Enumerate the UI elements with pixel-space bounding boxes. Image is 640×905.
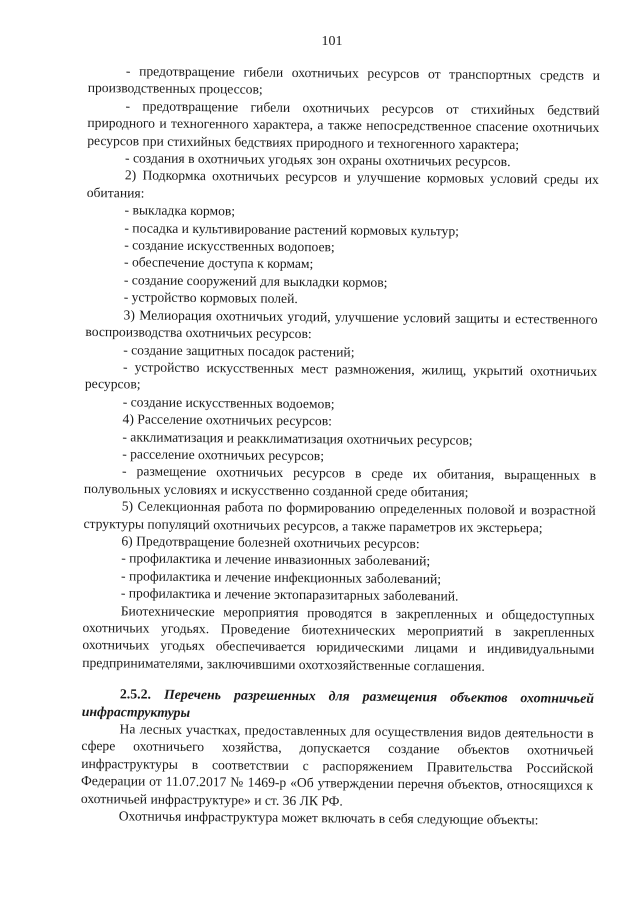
page-content: [81, 62, 600, 829]
paragraph: - устройство искусственных мест размножения, жилищ, укрытий охотничьих ресурсов;: [84, 359, 598, 392]
paragraph: - создание искусственных водоемов;: [122, 394, 335, 412]
paragraph: - создание защитных посадок растений;: [123, 341, 355, 360]
paragraph: - обеспечение доступа к кормам;: [124, 254, 314, 272]
paragraph: - создание сооружений для выкладки кормов;: [123, 272, 388, 290]
paragraph: - размещение охотничьих ресурсов в среде их обитания, выращенных в полувольных условиях и искусственно созданной среде обитания;: [83, 463, 597, 500]
paragraph-list: [82, 62, 600, 676]
paragraph: - профилактика и лечение эктопаразитарных заболеваний.: [120, 585, 459, 604]
paragraph: На лесных участках, предоставленных для осуществления видов деятельности в сфере охотничьего хозяйства, допускается создание объектов охотничьей инфраструктуры в соответствии с распоряжением Правительства Российской Федерации от 11.07.2017 № 1469-р «Об утверждении перечня объектов, относящихся к охотничьей инфраструктуре» и ст. 36 ЛК РФ.: [80, 721, 594, 809]
paragraph: 3) Мелиорация охотничьих угодий, улучшение условий защиты и естественного воспроизводства охотничьих ресурсов:: [85, 307, 598, 342]
paragraph: 2) Подкормка охотничьих ресурсов и улучшение кормовых условий среды их обитания:: [86, 167, 599, 201]
paragraph: - акклиматизация и реакклиматизация охотничьих ресурсов;: [122, 428, 473, 448]
section-heading: [82, 685, 594, 725]
paragraph: - профилактика и лечение инфекционных заболеваний;: [120, 568, 442, 587]
paragraph: - создания в охотничьих угодьях зон охраны охотничьих ресурсов.: [125, 150, 511, 170]
paragraph: 4) Расселение охотничьих ресурсов:: [122, 411, 333, 429]
paragraph: Биотехнические мероприятия проводятся в закрепленных и общедоступных охотничьих угодьях. Проведение биотехнических мероприятий в закрепленных охотничьих угодьях обеспечивается юридическими лицами и индивидуальными предпринимателями, заключившими охотхозяйственные соглашения.: [82, 602, 595, 674]
paragraph: Охотничья инфраструктура может включать в себя следующие объекты:: [118, 808, 539, 828]
section-paragraph-list: [81, 720, 594, 829]
paragraph: 5) Селекционная работа по формированию определенных половой и возрастной структуры популяций охотничьих ресурсов, а также параметров их экстерьера;: [83, 498, 596, 535]
page-number: 101: [321, 34, 343, 49]
paragraph: - расселение охотничьих ресурсов;: [122, 446, 325, 464]
paragraph: - создание искусственных водопоев;: [124, 237, 335, 255]
section-title: Перечень разрешенных для размещения объектов охотничьей инфраструктуры: [81, 686, 594, 720]
paragraph: - выкладка кормов;: [124, 202, 236, 219]
paragraph: - предотвращение гибели охотничьих ресурсов от стихийных бедствий природного и техногенного характера, а также непосредственное спасение охотничьих ресурсов при стихийных бедствиях природного и техногенного характера;: [87, 98, 600, 152]
paragraph: - устройство кормовых полей.: [123, 289, 298, 307]
paragraph: - посадка и культивирование растений кормовых культур;: [124, 220, 460, 239]
paragraph: - профилактика и лечение инвазионных заболеваний;: [121, 550, 431, 569]
paragraph: 6) Предотвращение болезней охотничьих ресурсов:: [121, 533, 420, 552]
paragraph: - предотвращение гибели охотничьих ресурсов от транспортных средств и производственных процессов;: [87, 63, 600, 98]
section-number: 2.5.2.: [119, 686, 152, 702]
